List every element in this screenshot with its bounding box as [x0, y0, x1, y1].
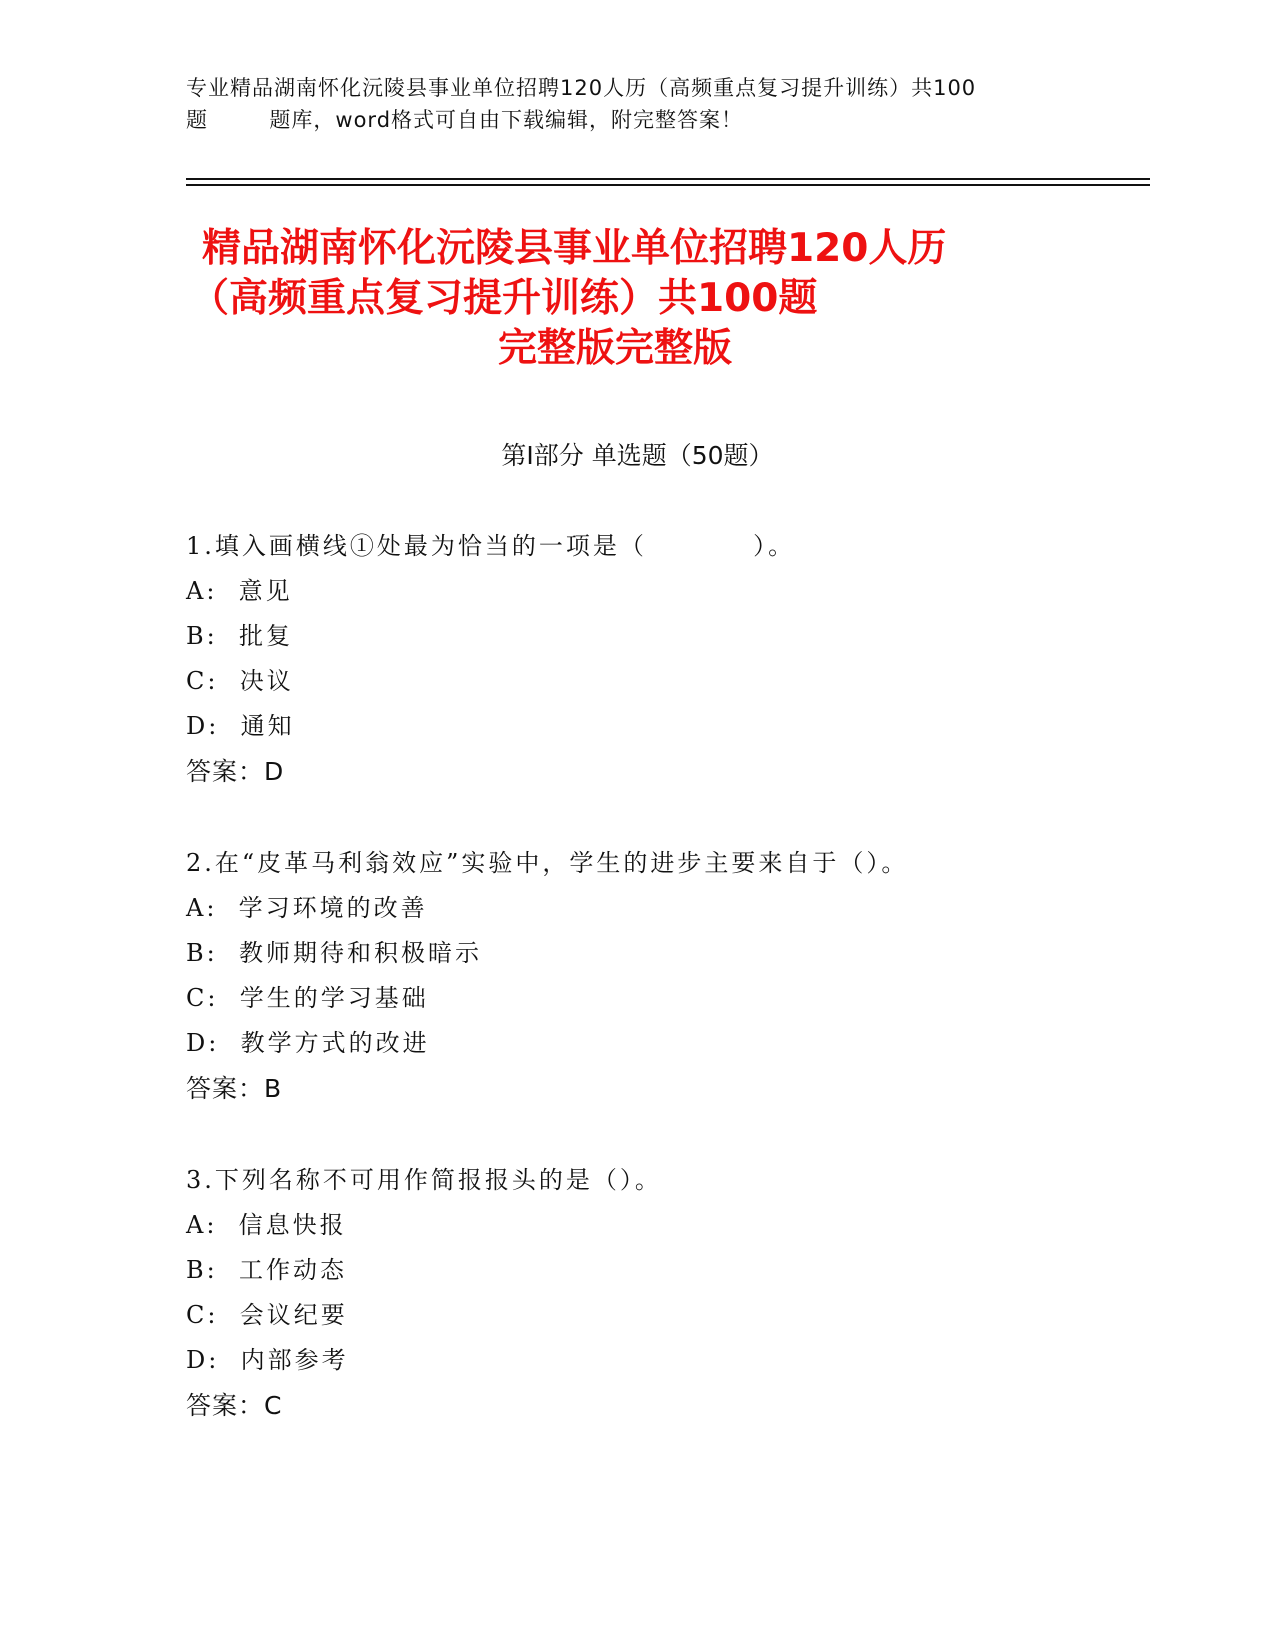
option-b: B: 教师期待和积极暗示 [186, 939, 482, 967]
title-line-1: 精品湖南怀化沅陵县事业单位招聘120人历 [202, 226, 947, 271]
option-c: C: 会议纪要 [186, 1301, 348, 1329]
header-line-1: 专业精品湖南怀化沅陵县事业单位招聘120人历（高频重点复习提升训练）共100 [186, 76, 977, 100]
answer: 答案：C [186, 1391, 283, 1420]
option-d: D: 内部参考 [186, 1346, 349, 1374]
option-a: A: 信息快报 [186, 1211, 347, 1239]
title-line-3: 完整版完整版 [498, 326, 733, 371]
answer: 答案：D [186, 757, 285, 786]
header-rule-top [186, 178, 1150, 180]
title-line-2: （高频重点复习提升训练）共100题 [190, 276, 818, 321]
question-stem: 3.下列名称不可用作简报报头的是（）。 [186, 1166, 662, 1194]
option-c: C: 决议 [186, 667, 294, 695]
document-title [150, 224, 1090, 374]
question-1 [186, 524, 1146, 794]
option-a: A: 意见 [186, 577, 293, 605]
option-c: C: 学生的学习基础 [186, 984, 429, 1012]
question-3 [186, 1158, 1146, 1428]
header-line-2: 题 题库，word格式可自由下载编辑，附完整答案！ [186, 108, 744, 132]
option-b: B: 工作动态 [186, 1256, 347, 1284]
header-rule-bottom [186, 184, 1150, 186]
section-heading: 第Ⅰ部分 单选题（50题） [501, 441, 774, 470]
question-2 [186, 841, 1146, 1111]
option-b: B: 批复 [186, 622, 293, 650]
option-a: A: 学习环境的改善 [186, 894, 428, 922]
option-d: D: 教学方式的改进 [186, 1029, 430, 1057]
answer: 答案：B [186, 1074, 283, 1103]
question-stem: 2.在“皮革马利翁效应”实验中，学生的进步主要来自于（）。 [186, 849, 909, 877]
document-header [186, 72, 1086, 136]
option-d: D: 通知 [186, 712, 295, 740]
question-stem: 1.填入画横线①处最为恰当的一项是（ ）。 [186, 532, 796, 560]
